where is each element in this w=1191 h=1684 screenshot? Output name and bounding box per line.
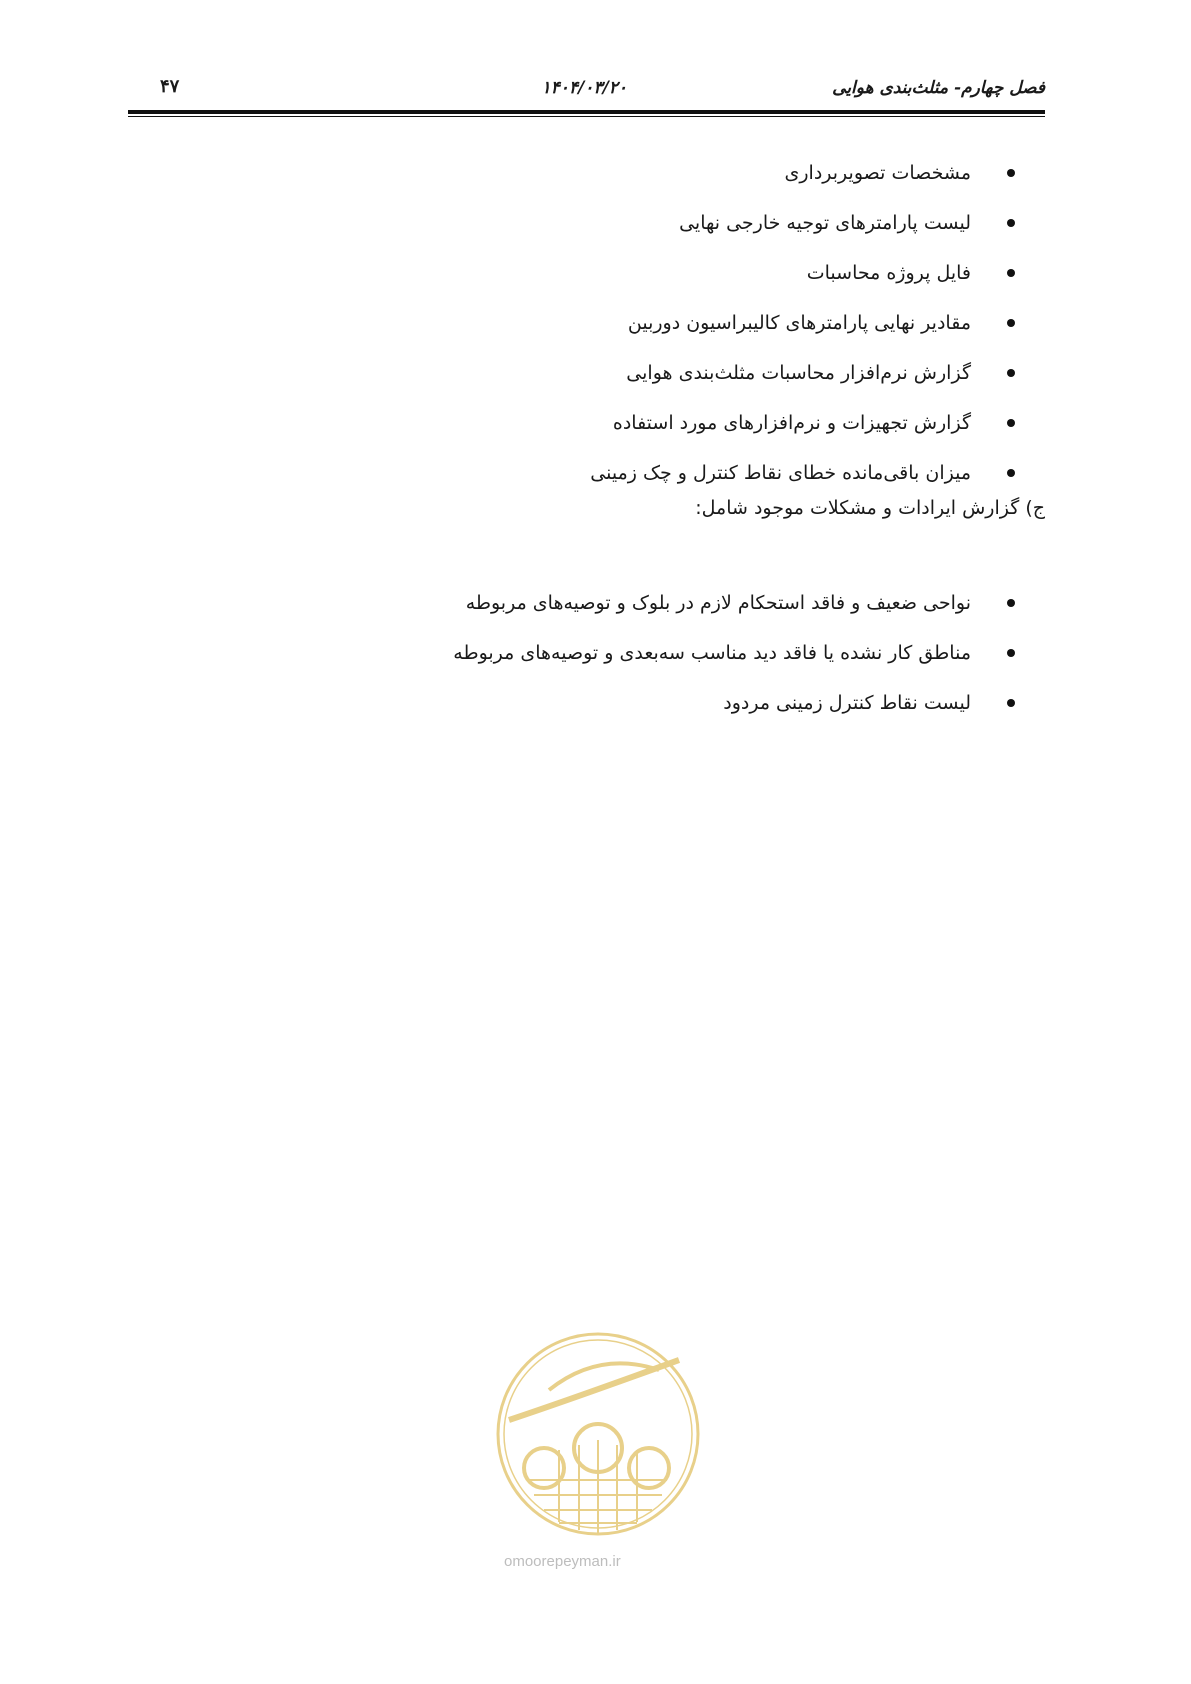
list-item: لیست نقاط کنترل زمینی مردود: [453, 678, 971, 728]
bullet-icon: [1007, 269, 1015, 277]
list-item: مقادیر نهایی پارامترهای کالیبراسیون دوربین: [590, 298, 971, 348]
bullet-icon: [1007, 419, 1015, 427]
bullet-icon: [1007, 599, 1015, 607]
page-header: [128, 76, 1045, 106]
list-item: گزارش تجهیزات و نرم‌افزارهای مورد استفاده: [590, 398, 971, 448]
header-rule-thin: [128, 116, 1045, 117]
list-item: نواحی ضعیف و فاقد استحکام لازم در بلوک و توصیه‌های مربوطه: [453, 578, 971, 628]
issues-heading: ج) گزارش ایرادات و مشکلات موجود شامل:: [695, 497, 1045, 519]
watermark-logo-text: [0, 0, 1, 1]
bullet-icon: [1007, 219, 1015, 227]
bullet-icon: [1007, 699, 1015, 707]
list-item: میزان باقی‌مانده خطای نقاط کنترل و چک زمینی: [590, 448, 971, 498]
list-item: لیست پارامترهای توجیه خارجی نهایی: [590, 198, 971, 248]
bullet-icon: [1007, 649, 1015, 657]
list-item: مشخصات تصویربرداری: [590, 148, 971, 198]
chapter-title: فصل چهارم- مثلث‌بندی هوایی: [832, 78, 1045, 98]
header-date: ۱۴۰۴/۰۳/۲۰: [541, 78, 627, 98]
list-item: گزارش نرم‌افزار محاسبات مثلث‌بندی هوایی: [590, 348, 971, 398]
bullet-icon: [1007, 319, 1015, 327]
watermark-logo: [489, 1330, 707, 1580]
page-number: ۴۷: [160, 76, 180, 97]
issues-list: [453, 578, 971, 728]
bullet-icon: [1007, 469, 1015, 477]
header-rule-thick: [128, 110, 1045, 114]
list-item: فایل پروژه محاسبات: [590, 248, 971, 298]
watermark-site: omoorepeyman.ir: [504, 1553, 621, 1570]
bullet-icon: [1007, 169, 1015, 177]
list-item: مناطق کار نشده یا فاقد دید مناسب سه‌بعدی و توصیه‌های مربوطه: [453, 628, 971, 678]
bullet-icon: [1007, 369, 1015, 377]
deliverables-list: [590, 148, 971, 498]
